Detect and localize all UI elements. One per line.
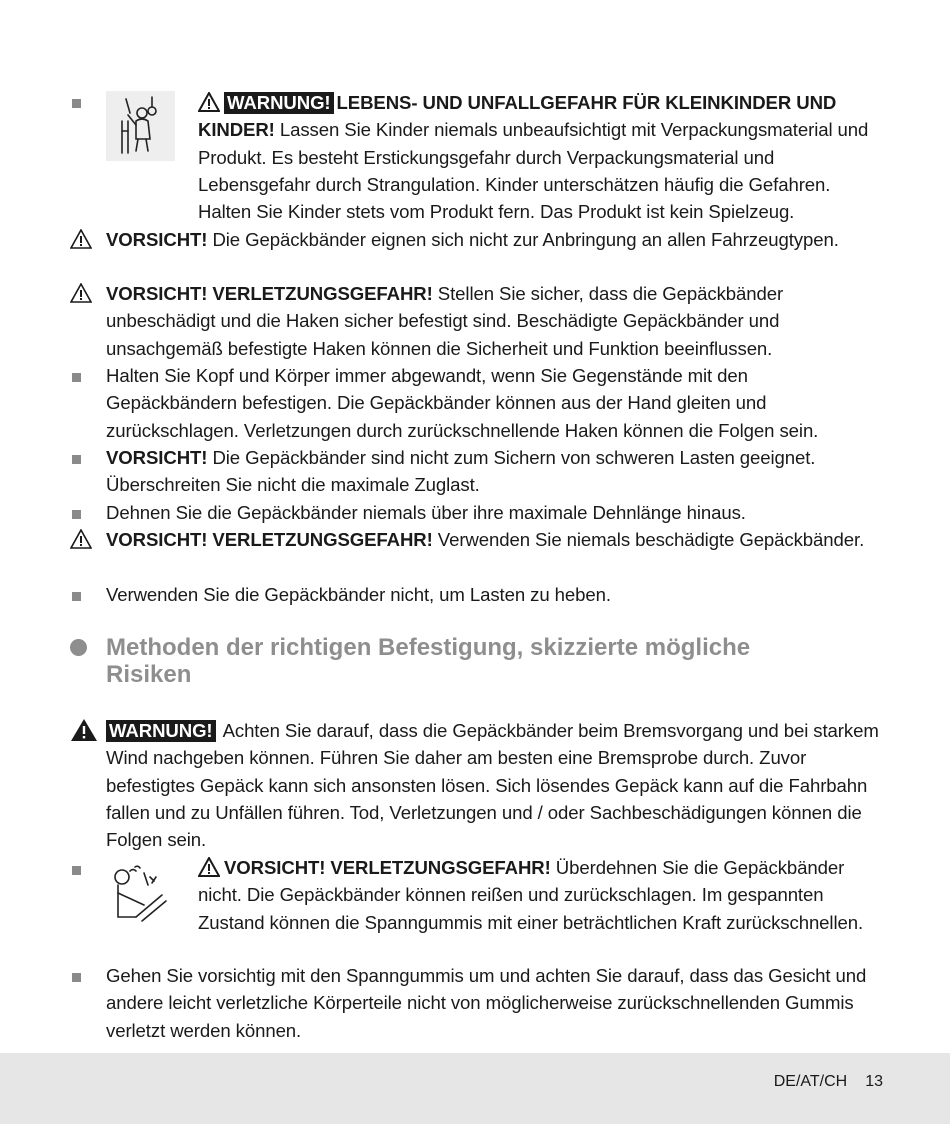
section-heading: Methoden der richtigen Befestigung, skizzierte mögliche Risiken — [106, 634, 751, 688]
caution-overstretch — [106, 854, 881, 936]
caution-label: VORSICHT! VERLETZUNGSGEFAHR! — [106, 283, 433, 304]
caution-text: Stellen Sie sicher, dass die Gepäckbänder unbeschädigt und die Haken sicher befestigt sind. Beschädigte Gepäckbänder und unsachgemäß befestigte Haken können die Sicherheit und Funktion beeinflussen. — [106, 283, 784, 359]
caution-label: VORSICHT! — [106, 229, 208, 250]
caution-label: VORSICHT! VERLETZUNGSGEFAHR! — [224, 857, 551, 878]
bullet-square-icon — [72, 866, 81, 875]
footer-info — [756, 1073, 883, 1091]
warning-label: WARNUNG! — [224, 92, 334, 114]
instruction-text: Dehnen Sie die Gepäckbänder niemals über ihre maximale Dehnlänge hinaus. — [106, 502, 746, 523]
caution-label: VORSICHT! VERLETZUNGSGEFAHR! — [106, 529, 433, 550]
bullet-square-icon — [72, 510, 81, 519]
caution-label: VORSICHT! — [106, 447, 208, 468]
caution-damaged-straps — [106, 526, 881, 553]
instruction-protect-face — [106, 962, 881, 1044]
page-footer — [0, 1053, 950, 1124]
warning-title: LEBENS- UND UNFALLGEFAHR FÜR KLEINKINDER UND KINDER! — [198, 92, 837, 141]
instruction-no-lifting — [106, 581, 881, 608]
warning-braking — [106, 717, 881, 853]
page-number: 13 — [865, 1073, 883, 1090]
caution-text: Verwenden Sie niemals beschädigte Gepäckbänder. — [432, 529, 865, 550]
bullet-square-icon — [72, 455, 81, 464]
warning-label: WARNUNG! — [106, 720, 216, 742]
instruction-text: Halten Sie Kopf und Körper immer abgewandt, wenn Sie Gegenstände mit den Gepäckbändern befestigen. Die Gepäckbänder können aus der Hand gleiten und zurückschlagen. Verletzungen durch zurückschnellende Haken können die Folgen sein. — [106, 365, 819, 441]
caution-text: Die Gepäckbänder eignen sich nicht zur Anbringung an allen Fahrzeugtypen. — [207, 229, 839, 250]
caution-text: Überdehnen Sie die Gepäckbänder nicht. Die Gepäckbänder können reißen und zurückschlagen. Im gespannten Zustand können die Spanngummis mit einer beträchtlichen Kraft zurückschnellen. — [198, 857, 864, 933]
bullet-square-icon — [72, 973, 81, 982]
warning-triangle-icon — [70, 529, 92, 549]
bullet-square-icon — [72, 592, 81, 601]
instruction-keep-away — [106, 362, 881, 444]
section-dot-icon — [70, 639, 87, 656]
warning-child-hazard — [106, 89, 881, 225]
bullet-square-icon — [72, 373, 81, 382]
warning-triangle-icon — [198, 857, 220, 877]
caution-heavy-loads — [106, 444, 881, 499]
warning-triangle-icon — [198, 92, 220, 112]
warning-triangle-icon — [70, 229, 92, 249]
caution-vehicle-types — [106, 226, 881, 253]
instruction-text: Verwenden Sie die Gepäckbänder nicht, um Lasten zu heben. — [106, 584, 611, 605]
instruction-text: Gehen Sie vorsichtig mit den Spanngummis um und achten Sie darauf, dass das Gesicht und andere leicht verletzliche Körperteile nicht von möglicherweise zurückschnellenden Gummis verletzt werden können. — [106, 965, 867, 1041]
warning-text: Achten Sie darauf, dass die Gepäckbänder beim Bremsvorgang und bei starkem Wind nachgeben können. Führen Sie daher am besten eine Bremsprobe durch. Zuvor befestigtes Gepäck kann sich ansonsten lösen. Sich lösendes Gepäck kann auf die Fahrbahn fallen und zu Unfällen führen. Tod, Verletzungen und / oder Sachbeschädigungen können die Folgen sein. — [106, 720, 879, 851]
instruction-max-stretch — [106, 499, 881, 526]
footer-region: DE/AT/CH — [773, 1073, 848, 1090]
warning-text: Lassen Sie Kinder niemals unbeaufsichtigt mit Verpackungsmaterial und Produkt. Es besteht Erstickungsgefahr durch Verpackungsmaterial und Lebensgefahr durch Strangulation. Kinder unterschätzen häufig die Gefahren. Halten Sie Kinder stets vom Produkt fern. Das Produkt ist kein Spielzeug. — [198, 119, 869, 223]
caution-injury-hooks — [106, 280, 881, 362]
caution-text: Die Gepäckbänder sind nicht zum Sichern von schweren Lasten geeignet. Überschreiten Sie nicht die maximale Zuglast. — [106, 447, 816, 496]
warning-triangle-icon — [70, 283, 92, 303]
warning-triangle-icon — [70, 718, 98, 742]
bullet-square-icon — [72, 99, 81, 108]
